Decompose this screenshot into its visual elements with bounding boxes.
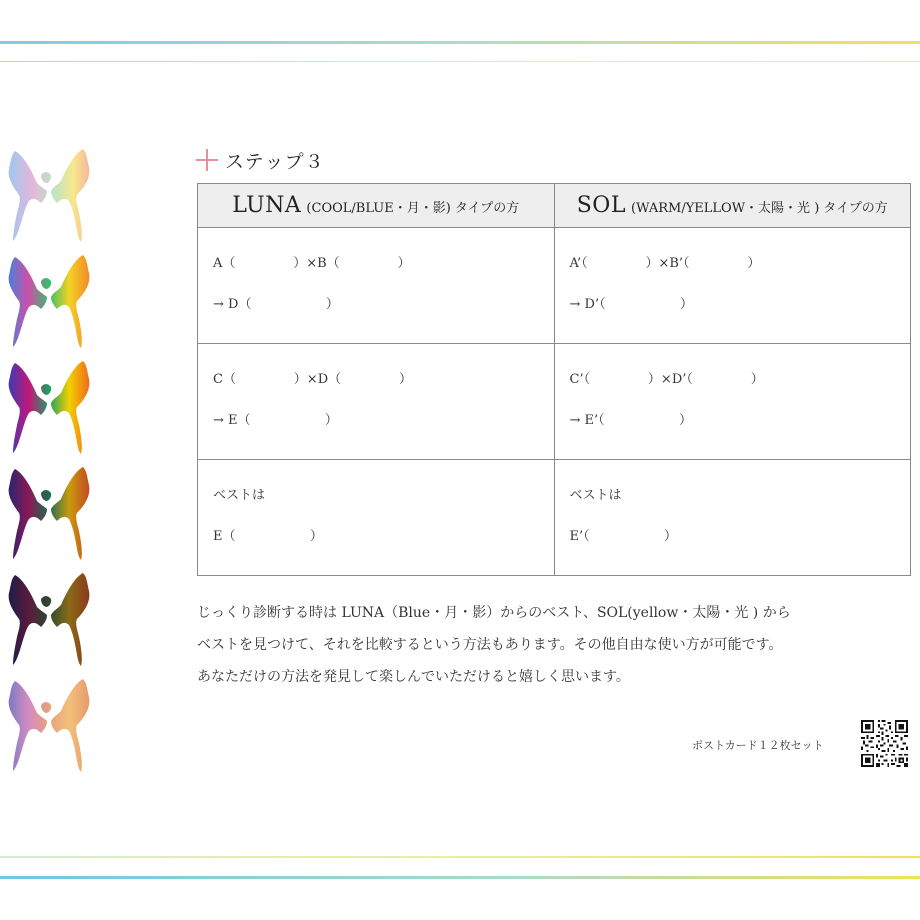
luna-cell <box>198 228 555 344</box>
sol-best-line: E’（ ） <box>569 529 678 544</box>
paragraph-line: じっくり診断する時は LUNA（Blue・月・影）からのベスト、SOL(yellow・太陽・光 ) から <box>197 605 791 621</box>
sol-cell <box>554 228 911 344</box>
luna-best-label: ベストは <box>213 488 266 503</box>
sol-header <box>554 184 911 228</box>
paragraph-line: ベストを見つけて、それを比較するという方法もあります。その他自由な使い方が可能です。 <box>197 637 783 653</box>
luna-formula-line: A（ ）×B（ ） <box>213 256 411 271</box>
sol-cell <box>554 460 911 576</box>
sol-header-main: SOL <box>576 193 626 218</box>
table-row <box>198 228 911 344</box>
fairy-rainbow-icon <box>7 253 91 349</box>
sol-cell <box>554 344 911 460</box>
luna-header <box>198 184 555 228</box>
luna-header-sub: (COOL/BLUE・月・影) タイプの方 <box>306 201 520 216</box>
sol-result-line: → D’（ ） <box>569 297 693 312</box>
paragraph-line: あなただけの方法を発見して楽しんでいただけると嬉しく思います。 <box>197 669 630 685</box>
qr-code-icon[interactable] <box>861 720 908 767</box>
description-paragraph <box>197 597 897 693</box>
luna-cell <box>198 460 555 576</box>
fairy-vivid-icon <box>7 359 91 455</box>
type-table <box>197 183 911 576</box>
step-heading <box>196 146 325 174</box>
postcard-set-label: ポストカード１２枚セット <box>692 739 824 752</box>
table-row <box>198 460 911 576</box>
plus-icon <box>196 149 218 171</box>
sol-formula-line: C’（ ）×D’（ ） <box>569 372 764 387</box>
bottom-rule-2 <box>0 876 920 879</box>
bottom-rule-1 <box>0 856 920 858</box>
table-row <box>198 344 911 460</box>
sol-result-line: → E’（ ） <box>569 413 693 428</box>
fairy-pastel-icon <box>7 147 91 243</box>
fairy-deep-icon <box>7 465 91 561</box>
top-rule-2 <box>0 61 920 62</box>
luna-formula-line: C（ ）×D（ ） <box>213 372 412 387</box>
luna-header-main: LUNA <box>232 193 302 218</box>
luna-result-line: → D（ ） <box>213 297 339 312</box>
table-header-row <box>198 184 911 228</box>
step-title: ステップ３ <box>225 150 325 173</box>
sol-best-label: ベストは <box>569 488 622 503</box>
sol-header-sub: (WARM/YELLOW・太陽・光 ) タイプの方 <box>631 201 888 216</box>
luna-best-line: E（ ） <box>213 529 323 544</box>
fairy-dark-icon <box>7 571 91 667</box>
luna-result-line: → E（ ） <box>213 413 338 428</box>
top-rule-1 <box>0 41 920 44</box>
luna-cell <box>198 344 555 460</box>
fairy-soft-icon <box>7 677 91 773</box>
sol-formula-line: A’（ ）×B’（ ） <box>569 256 761 271</box>
